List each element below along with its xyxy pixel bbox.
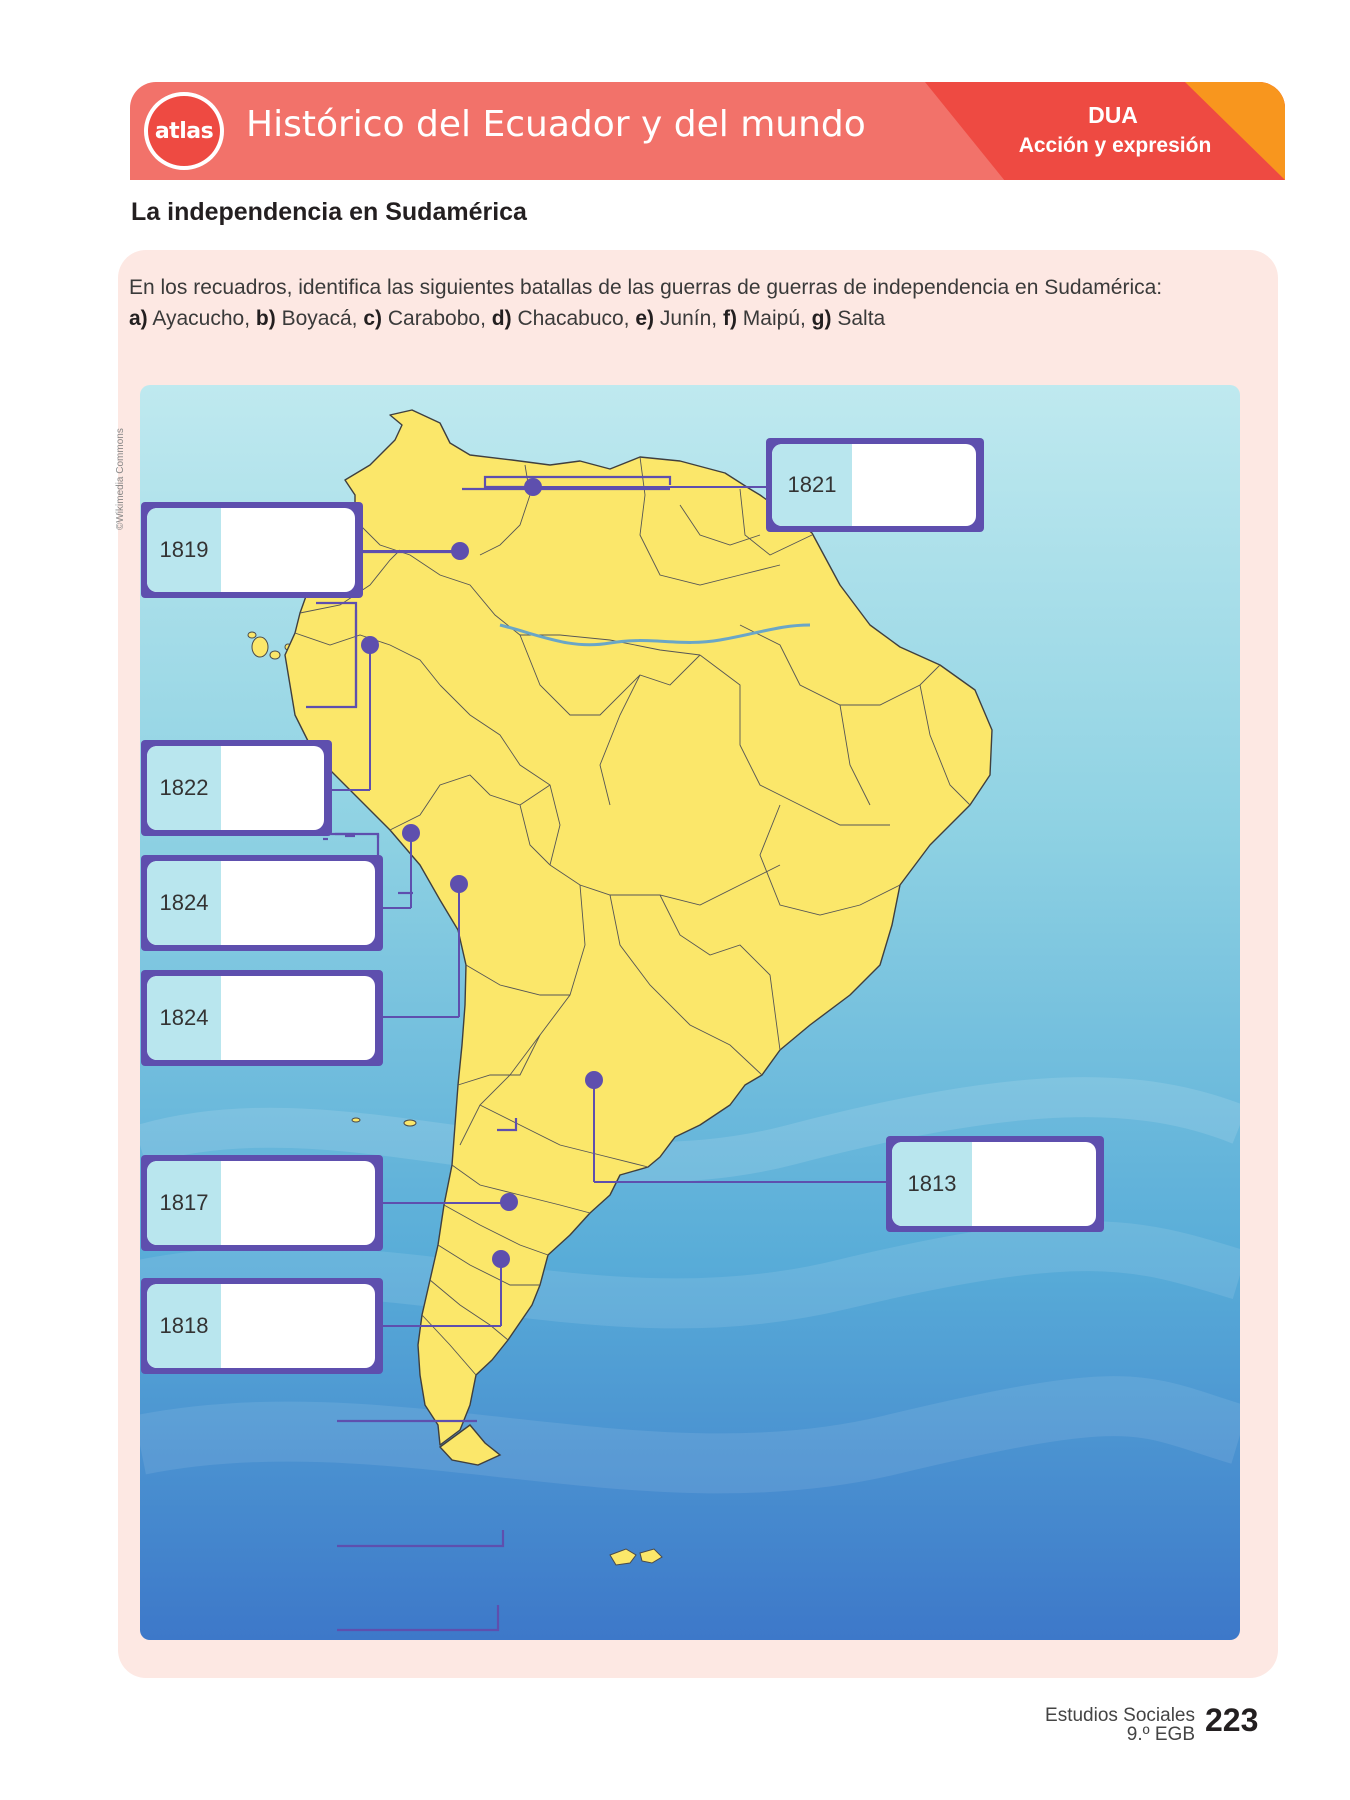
year-label	[147, 508, 221, 592]
answer-box-1821[interactable]	[766, 438, 984, 532]
option-name: Salta	[837, 307, 886, 330]
marker-junin	[402, 824, 420, 842]
option-name: Maipú,	[742, 307, 806, 330]
option-name: Carabobo,	[387, 307, 486, 330]
year-text: 1824	[159, 890, 209, 915]
answer-box-1817[interactable]	[141, 1155, 383, 1251]
option-letter: c)	[363, 307, 382, 330]
marker-carabobo	[524, 478, 542, 496]
year-text: 1818	[159, 1313, 209, 1338]
option-letter: d)	[491, 307, 512, 330]
year-label	[892, 1142, 972, 1226]
option-name: Junín,	[659, 307, 718, 330]
year-text: 1813	[907, 1171, 957, 1196]
page-number: 223	[1205, 1702, 1259, 1738]
answer-box-1824-a[interactable]	[141, 855, 383, 951]
year-label	[147, 746, 221, 830]
year-text: 1819	[159, 537, 209, 562]
option-letter: f)	[722, 307, 737, 330]
answer-box-1824-b[interactable]	[141, 970, 383, 1066]
year-label	[147, 976, 221, 1060]
footer-subject: Estudios Sociales	[1045, 1705, 1195, 1726]
year-text: 1821	[787, 472, 837, 497]
option-name: Boyacá,	[281, 307, 358, 330]
connector-lines	[330, 487, 886, 1326]
answer-box-1819[interactable]	[141, 502, 363, 598]
year-text: 1822	[159, 775, 209, 800]
option-name: Ayacucho,	[152, 307, 251, 330]
dua-label: DUA	[1088, 102, 1138, 128]
option-letter: e)	[635, 307, 655, 330]
marker-pichincha	[361, 636, 379, 654]
image-credit: ©Wikimedia Commons	[115, 428, 126, 530]
option-name: Chacabuco,	[517, 307, 630, 330]
marker-maipu	[492, 1250, 510, 1268]
dua-subtitle: Acción y expresión	[1018, 134, 1212, 157]
marker-salta	[585, 1071, 603, 1089]
year-label	[147, 861, 221, 945]
logo-text: atlas	[154, 118, 214, 144]
footer-grade: 9.º EGB	[1126, 1724, 1195, 1745]
answer-box-1813[interactable]	[886, 1136, 1104, 1232]
marker-ayacucho	[450, 875, 468, 893]
option-letter: b)	[255, 307, 276, 330]
year-label	[772, 444, 852, 526]
year-label	[147, 1284, 221, 1368]
marker-boyaca	[451, 542, 469, 560]
answer-box-1818[interactable]	[141, 1278, 383, 1374]
battle-markers	[361, 478, 603, 1268]
marker-chacabuco	[500, 1193, 518, 1211]
banner-title: Histórico del Ecuador y del mundo	[246, 104, 866, 145]
year-text: 1824	[159, 1005, 209, 1030]
year-label	[147, 1161, 221, 1245]
instructions-sentence: En los recuadros, identifica las siguientes batallas de las guerras de guerras de independencia en Sudamérica:	[129, 276, 1163, 299]
option-letter: g)	[811, 307, 832, 330]
section-title: La independencia en Sudamérica	[131, 198, 527, 226]
answer-box-1822[interactable]	[141, 740, 332, 836]
option-letter: a)	[129, 307, 148, 330]
year-text: 1817	[159, 1190, 209, 1215]
